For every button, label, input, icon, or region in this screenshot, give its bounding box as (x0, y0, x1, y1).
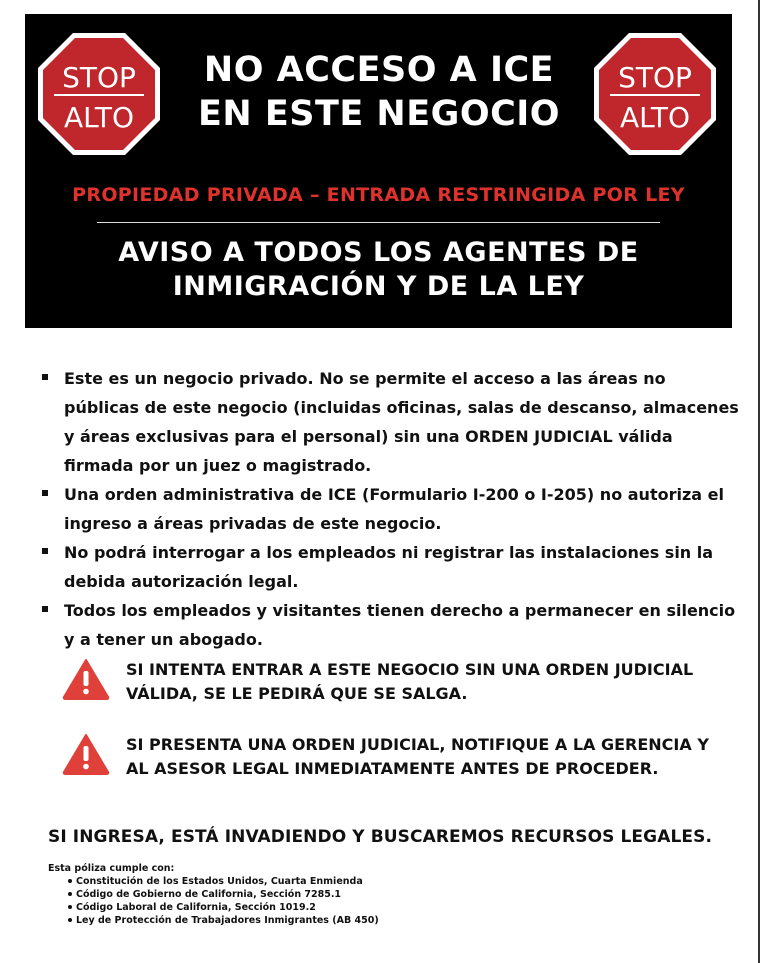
notice-heading (25, 236, 732, 304)
list-item (40, 480, 740, 538)
notice-line-2: INMIGRACIÓN Y DE LA LEY (172, 271, 585, 302)
stop-sign-icon (592, 31, 718, 157)
compliance-item: Ley de Protección de Trabajadores Inmigrantes (AB 450) (76, 915, 379, 926)
list-item (68, 901, 548, 914)
stop-sign-bottom-text: ALTO (619, 101, 691, 134)
bullet-text: No podrá interrogar a los empleados ni registrar las instalaciones sin la debida autorización legal. (64, 543, 714, 591)
list-item (40, 538, 740, 596)
stop-sign-icon (36, 31, 162, 157)
headline-line-1: NO ACCESO A ICE (203, 50, 555, 90)
compliance-title: Esta póliza cumple con: (48, 863, 175, 874)
compliance-item: Código de Gobierno de California, Sección 7285.1 (76, 889, 342, 900)
bullet-square-icon (42, 490, 48, 496)
list-item (40, 364, 740, 480)
restriction-line: PROPIEDAD PRIVADA – ENTRADA RESTRINGIDA POR LEY (72, 184, 685, 206)
warning-text: SI PRESENTA UNA ORDEN JUDICIAL, NOTIFIQUE A LA GERENCIA Y AL ASESOR LEGAL INMEDIATAMENTE ANTES DE PROCEDER. (126, 735, 709, 778)
headline-line-2: EN ESTE NEGOCIO (197, 94, 561, 134)
stop-sign-top-text: STOP (62, 61, 136, 94)
stop-sign-bottom-text: ALTO (63, 101, 135, 134)
headline (175, 48, 583, 136)
notice-line-1: AVISO A TODOS LOS AGENTES DE (118, 237, 639, 268)
warning-icon (62, 733, 110, 775)
list-item (68, 875, 548, 888)
list-item (40, 596, 740, 654)
bullet-dot-icon (68, 892, 72, 896)
bullet-text: Este es un negocio privado. No se permite el acceso a las áreas no públicas de este negocio (incluidas oficinas, salas de descanso, almacenes y áreas exclusivas para el personal) sin una ORDEN JUDICIAL válida firmada por un juez o magistrado. (64, 369, 739, 475)
bullet-square-icon (42, 374, 48, 380)
bullet-dot-icon (68, 905, 72, 909)
page-edge-line (758, 0, 760, 963)
compliance-item: Constitución de los Estados Unidos, Cuarta Enmienda (76, 876, 363, 887)
header-banner (25, 14, 732, 328)
closing-statement: SI INGRESA, ESTÁ INVADIENDO Y BUSCAREMOS RECURSOS LEGALES. (48, 827, 713, 847)
bullet-dot-icon (68, 879, 72, 883)
warning-text: SI INTENTA ENTRAR A ESTE NEGOCIO SIN UNA ORDEN JUDICIAL VÁLIDA, SE LE PEDIRÁ QUE SE SALGA. (126, 660, 694, 703)
warning-icon (62, 658, 110, 700)
policy-bullet-list (40, 364, 740, 654)
compliance-section (48, 862, 548, 927)
bullet-text: Una orden administrativa de ICE (Formulario I-200 o I-205) no autoriza el ingreso a áreas privadas de este negocio. (64, 485, 724, 533)
stop-sign-top-text: STOP (618, 61, 692, 94)
list-item (68, 914, 548, 927)
compliance-list (48, 875, 548, 927)
banner-divider (97, 222, 660, 223)
list-item (68, 888, 548, 901)
bullet-square-icon (42, 548, 48, 554)
bullet-text: Todos los empleados y visitantes tienen derecho a permanecer en silencio y a tener un abogado. (64, 601, 736, 649)
bullet-square-icon (42, 606, 48, 612)
compliance-item: Código Laboral de California, Sección 1019.2 (76, 902, 316, 913)
bullet-dot-icon (68, 918, 72, 922)
